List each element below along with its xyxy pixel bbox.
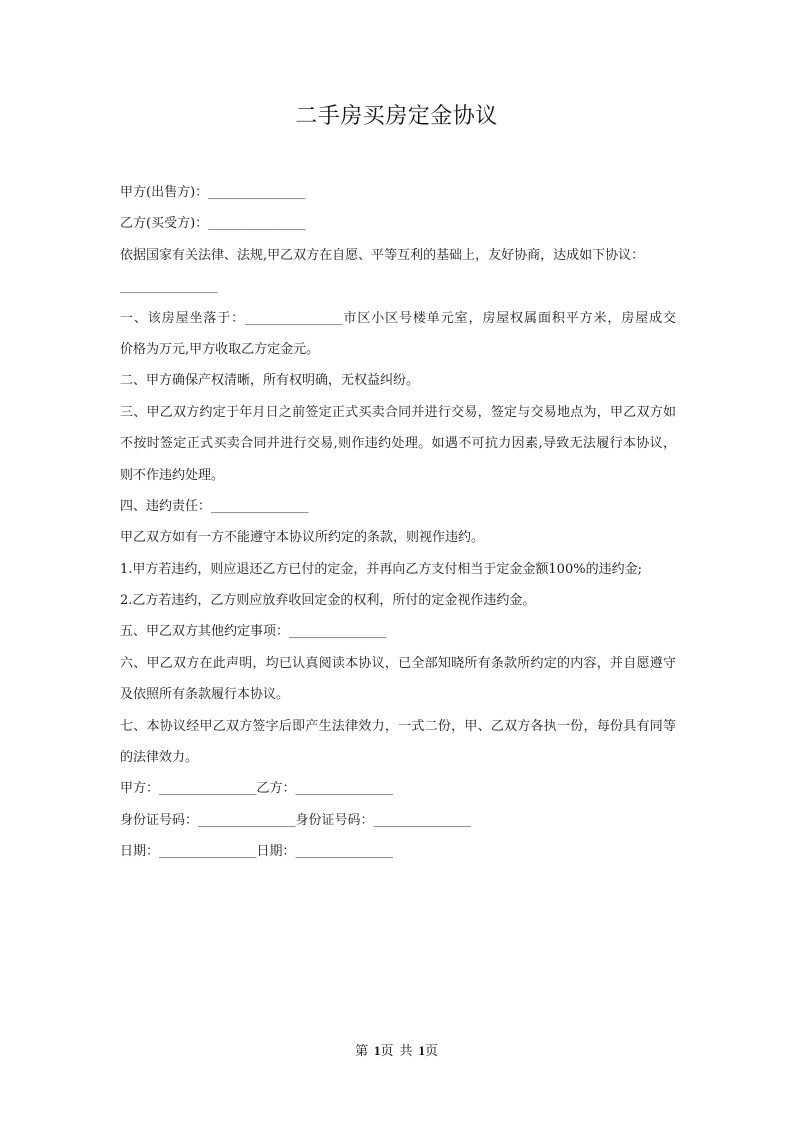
text-line: 不按时签定正式买卖合同并进行交易,则作违约处理。如遇不可抗力因素,导致无法履行本协议， — [120, 436, 676, 452]
text-line: 三、甲乙双方约定于年月日之前签定正式买卖合同并进行交易，签定与交易地点为，甲乙双方如 — [120, 404, 676, 420]
party-a-seller-line — [120, 177, 676, 208]
page-number: 1 — [373, 1043, 381, 1058]
party-b-buyer-line — [120, 208, 676, 239]
signature-line-parties — [120, 773, 676, 804]
text-line: 甲方：_______________乙方：_______________ — [120, 781, 394, 797]
text-line: 四、违约责任：_______________ — [120, 498, 309, 514]
text-line: 及依照所有条款履行本协议。 — [120, 687, 290, 703]
clause-4-heading — [120, 491, 676, 522]
document-title: 二手房买房定金协议 — [295, 104, 498, 129]
text-line: 乙方(买受方)：_______________ — [120, 216, 306, 232]
blank-line — [120, 271, 676, 302]
signature-line-id-numbers — [120, 805, 676, 836]
text-line: 价格为万元,甲方收取乙方定金元。 — [120, 341, 320, 357]
text-line: 身份证号码：_______________身份证号码：_______________ — [120, 812, 472, 828]
total-pages: 1 — [418, 1043, 426, 1058]
document-body — [120, 177, 676, 868]
text-line: 甲方(出售方)：_______________ — [120, 185, 306, 200]
text-line: 日期：_______________日期：_______________ — [120, 844, 394, 860]
clause-3-paragraph — [120, 397, 676, 491]
text-line: 甲乙双方如有一方不能遵守本协议所约定的条款，则视作违约。 — [120, 530, 485, 546]
clause-5-paragraph — [120, 616, 676, 647]
text-line: 依据国家有关法律、法规,甲乙双方在自愿、平等互利的基础上，友好协商，达成如下协议： — [120, 247, 645, 263]
breach-statement — [120, 522, 676, 553]
breach-item-buyer — [120, 585, 676, 616]
text-line: 2.乙方若违约，乙方则应放弃收回定金的权利，所付的定金视作违约金。 — [120, 593, 536, 609]
text-line: 五、甲乙双方其他约定事项：_______________ — [120, 624, 387, 640]
preamble-paragraph — [120, 240, 676, 271]
text-line: _______________ — [120, 279, 218, 295]
total-label-prefix: 共 — [399, 1044, 413, 1059]
text-line: 六、甲乙双方在此声明，均已认真阅读本协议，已全部知晓所有条款所约定的内容，并自愿遵守 — [120, 655, 676, 671]
clause-7-paragraph — [120, 711, 676, 774]
text-line: 一、该房屋坐落于：_______________市区小区号楼单元室，房屋权属面积平方米，房屋成交 — [120, 310, 676, 326]
page-label-suffix: 页 — [380, 1044, 394, 1059]
text-line: 的法律效力。 — [120, 750, 199, 766]
text-line: 二、甲方确保产权清晰，所有权明确，无权益纠纷。 — [120, 373, 420, 389]
page-footer — [0, 1041, 793, 1062]
page-label-prefix: 第 — [354, 1044, 368, 1059]
text-line: 1.甲方若违约，则应退还乙方已付的定金，并再向乙方支付相当于定金金额100%的违约金; — [120, 561, 642, 577]
total-label-suffix: 页 — [425, 1044, 439, 1059]
text-line: 七、本协议经甲乙双方签字后即产生法律效力，一式二份，甲、乙双方各执一份，每份具有同等 — [120, 718, 676, 734]
clause-1-paragraph — [120, 303, 676, 366]
signature-line-dates — [120, 836, 676, 867]
clause-6-paragraph — [120, 648, 676, 711]
breach-item-seller — [120, 554, 676, 585]
clause-2-paragraph — [120, 365, 676, 396]
text-line: 则不作违约处理。 — [120, 467, 225, 483]
